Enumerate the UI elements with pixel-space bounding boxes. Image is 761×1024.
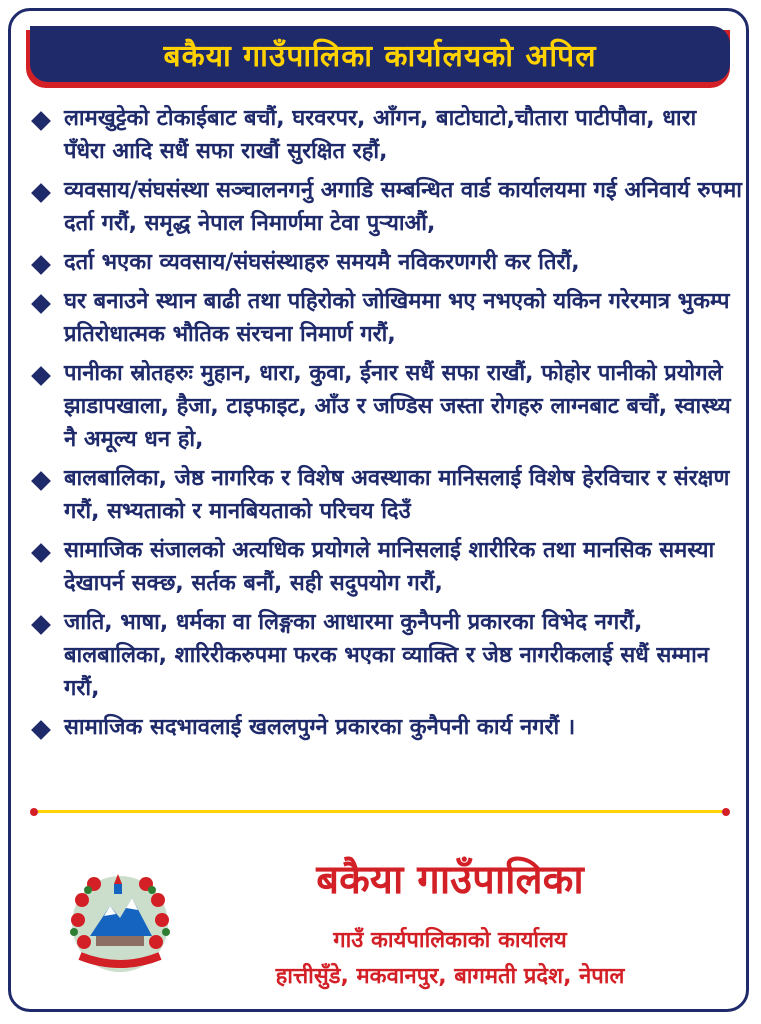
org-address: हात्तीसुँडे, मकवानपुर, बागमती प्रदेश, नेपाल bbox=[275, 964, 625, 989]
diamond-bullet-icon bbox=[31, 294, 51, 314]
appeal-text: जाति, भाषा, धर्मका वा लिङ्गका आधारमा कुनैपनी प्रकारका विभेद नगरौं, बालबालिका, शारिरीकरुपमा फरक भएका व्याक्ति र जेष्ठ नागरीकलाई सधैं सम्मान गरौं, bbox=[64, 610, 709, 701]
appeal-item bbox=[30, 102, 742, 168]
appeal-item bbox=[30, 606, 742, 705]
appeal-item bbox=[30, 534, 742, 600]
divider-line bbox=[38, 810, 722, 813]
appeal-item bbox=[30, 711, 742, 744]
diamond-bullet-icon bbox=[31, 111, 51, 131]
diamond-bullet-icon bbox=[31, 615, 51, 635]
appeal-text: दर्ता भएका व्यवसाय/संघसंस्थाहरु समयमै नविकरणगरी कर तिरौं, bbox=[64, 250, 580, 275]
appeal-text: लामखुट्टेको टोकाईबाट बचौं, घरवरपर, आँगन, बाटोघाटो,चौतारा पाटीपौवा, धारा पँधेरा आदि सधैं सफा राखौं सुरक्षित रहौं, bbox=[64, 106, 697, 164]
appeal-item bbox=[30, 285, 742, 351]
appeal-list bbox=[30, 102, 742, 750]
divider-dot bbox=[722, 808, 730, 816]
appeal-item bbox=[30, 174, 742, 240]
header-banner bbox=[30, 26, 730, 82]
appeal-text: पानीका स्रोतहरुः मुहान, धारा, कुवा, ईनार सधैं सफा राखौं, फोहोर पानीको प्रयोगले झाडापखाला, हैजा, टाइफाइट, आँउ र जण्डिस जस्ता रोगहरु लाग्नबाट बचौं, स्वास्थ्य नै अमूल्य धन हो, bbox=[64, 361, 731, 452]
appeal-text: व्यवसाय/संघसंस्था सञ्चालनगर्नु अगाडि सम्बन्धित वार्ड कार्यालयमा गई अनिवार्य रुपमा दर्ता गरौं, समृद्ध नेपाल निमार्णमा टेवा पुऱ्याऔं, bbox=[64, 178, 742, 236]
diamond-bullet-icon bbox=[31, 720, 51, 740]
nepal-emblem-icon bbox=[60, 860, 180, 980]
divider-dot bbox=[30, 808, 38, 816]
appeal-item bbox=[30, 246, 742, 279]
org-name: बकैया गाउँपालिका bbox=[316, 857, 584, 903]
diamond-bullet-icon bbox=[31, 471, 51, 491]
page-title: बकैया गाउँपालिका कार्यालयको अपिल bbox=[163, 38, 597, 74]
footer-divider bbox=[30, 806, 730, 816]
appeal-text: घर बनाउने स्थान बाढी तथा पहिरोको जोखिममा भए नभएको यकिन गरेरमात्र भुकम्प प्रतिरोधात्मक भौतिक संरचना निमार्ण गरौं, bbox=[64, 289, 730, 347]
appeal-item bbox=[30, 462, 742, 528]
appeal-text: बालबालिका, जेष्ठ नागरिक र विशेष अवस्थाका मानिसलाई विशेष हेरविचार र संरक्षण गरौं, सभ्यताको र मानबियताको परिचय दिउँ bbox=[64, 466, 730, 524]
diamond-bullet-icon bbox=[31, 543, 51, 563]
org-office: गाउँ कार्यपालिकाको कार्यालय bbox=[333, 928, 567, 953]
diamond-bullet-icon bbox=[31, 255, 51, 275]
appeal-text: सामाजिक सदभावलाई खललपुग्ने प्रकारका कुनैपनी कार्य नगरौं । bbox=[64, 715, 576, 740]
appeal-text: सामाजिक संजालको अत्यधिक प्रयोगले मानिसलाई शारीरिक तथा मानसिक समस्या देखापर्न सक्छ, सर्तक बनौं, सही सदुपयोग गरौं, bbox=[64, 538, 715, 596]
diamond-bullet-icon bbox=[31, 183, 51, 203]
appeal-item bbox=[30, 357, 742, 456]
diamond-bullet-icon bbox=[31, 366, 51, 386]
